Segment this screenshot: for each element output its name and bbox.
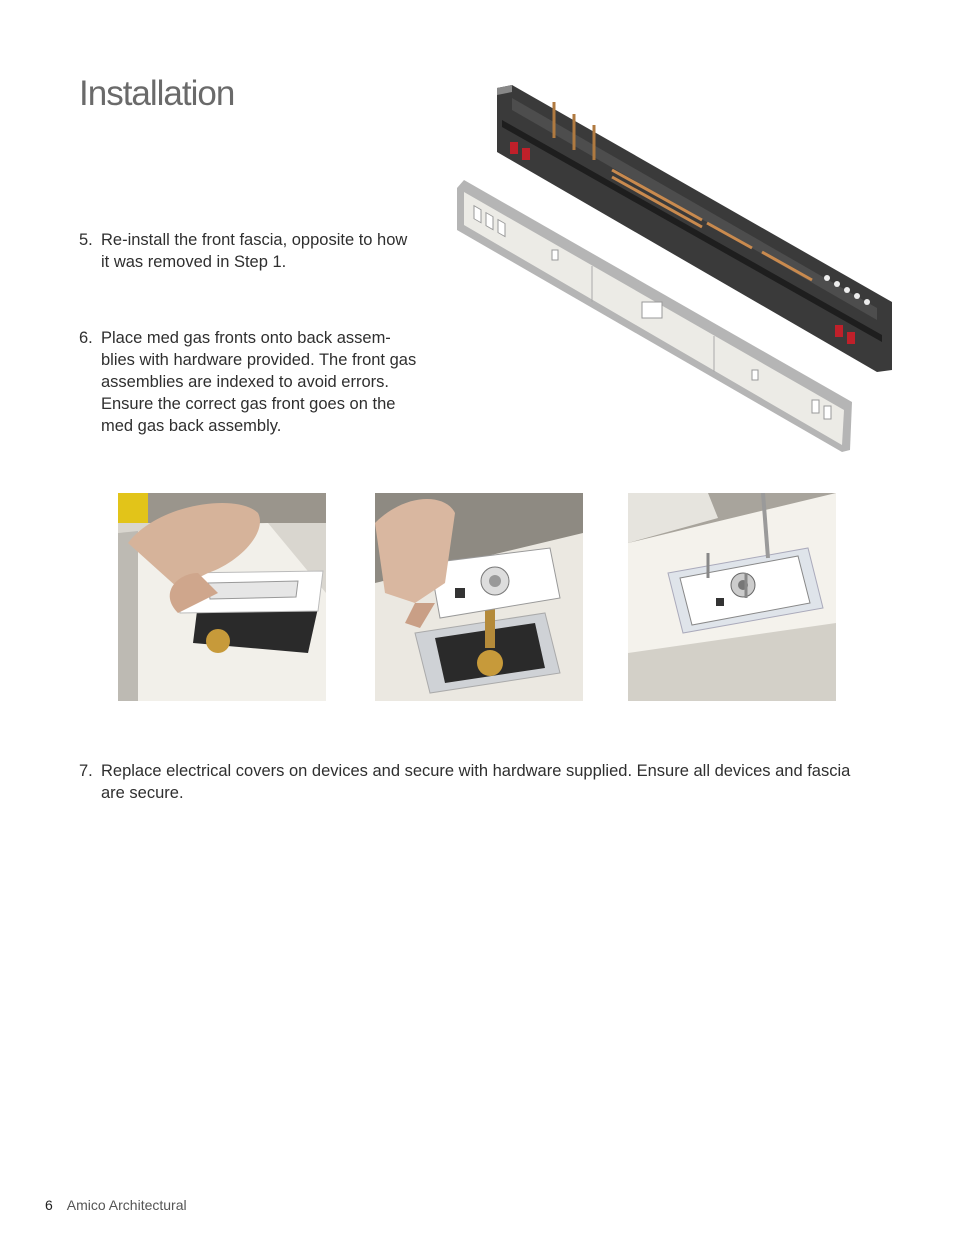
- step-6-number: 6.: [79, 329, 93, 347]
- step-5-number: 5.: [79, 231, 93, 249]
- step-6: [79, 327, 419, 437]
- step-7: [79, 760, 859, 804]
- step-5-text: Re-install the front fascia, opposite to how it was removed in Step 1.: [101, 231, 408, 271]
- company-name: Amico Architectural: [66, 1197, 187, 1213]
- step-5: [79, 229, 419, 273]
- page-number: 6: [45, 1197, 53, 1213]
- photo-placing-gas-front: [375, 493, 583, 701]
- step-7-text: Replace electrical covers on devices and secure with hardware supplied. Ensure all devices and fascia are secure.: [101, 762, 851, 802]
- photo-securing-gas-front: [628, 493, 836, 701]
- step-7-number: 7.: [79, 762, 93, 780]
- photo-fitting-frame: [118, 493, 326, 701]
- step-6-text: Place med gas fronts onto back assem-blies with hardware provided. The front gas assemblies are indexed to avoid errors. Ensure the correct gas front goes on the med gas back assembly.: [101, 329, 417, 435]
- headwall-exploded-illustration: [452, 80, 897, 455]
- page-footer: [45, 1197, 187, 1213]
- page-title: Installation: [79, 74, 235, 113]
